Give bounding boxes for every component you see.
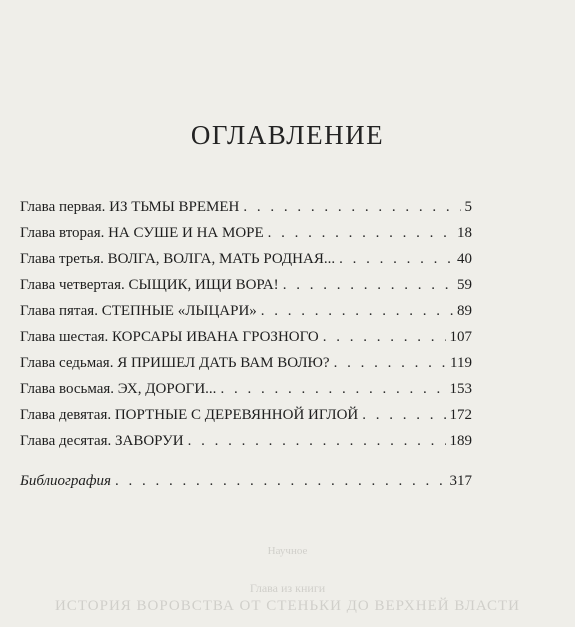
dot-leader [243,199,460,216]
toc-entry-label: Глава пятая. СТЕПНЫЕ «ЛЫЦАРИ» [20,303,257,319]
toc-entry[interactable] [20,225,472,251]
toc-entry-page: 172 [449,407,472,423]
bleed-through-text: Глава из книги [249,581,326,595]
toc-entry[interactable] [20,303,472,329]
toc-entry[interactable] [20,199,472,225]
toc-entry-label: Глава третья. ВОЛГА, ВОЛГА, МАТЬ РОДНАЯ... [20,251,336,267]
dot-leader [323,329,446,346]
toc-entry[interactable] [20,355,472,381]
toc-entry-page: 59 [457,277,472,293]
toc-entry[interactable] [20,251,472,277]
table-of-contents [20,199,472,459]
dot-leader [115,473,445,490]
toc-entry-page: 107 [449,329,472,345]
toc-entry-label: Глава девятая. ПОРТНЫЕ С ДЕРЕВЯННОЙ ИГЛОЙ [20,407,359,423]
toc-entry-page: 317 [449,473,472,489]
toc-entry-label: Глава восьмая. ЭХ, ДОРОГИ... [20,381,217,397]
page-title: ОГЛАВЛЕНИЕ [190,120,385,150]
toc-entry[interactable] [20,407,472,433]
toc-entry-page: 153 [449,381,472,397]
bleed-through-text: ИСТОРИЯ ВОРОВСТВА ОТ СТЕНЬКИ ДО ВЕРХНЕЙ ВЛАСТИ [54,598,521,614]
toc-entry-label: Глава седьмая. Я ПРИШЕЛ ДАТЬ ВАМ ВОЛЮ? [20,355,330,371]
dot-leader [362,407,445,424]
toc-entry-page: 40 [457,251,472,267]
dot-leader [334,355,446,372]
dot-leader [188,433,446,450]
dot-leader [283,277,453,294]
toc-entry-label: Библиография [20,473,112,489]
toc-entry-page: 5 [464,199,472,215]
toc-entry-page: 89 [457,303,472,319]
toc-entry-page: 119 [450,355,472,371]
toc-entry[interactable] [20,381,472,407]
toc-entry-label: Глава шестая. КОРСАРЫ ИВАНА ГРОЗНОГО [20,329,319,345]
toc-entry-label: Глава первая. ИЗ ТЬМЫ ВРЕМЕН [20,199,240,215]
dot-leader [220,381,445,398]
dot-leader [268,225,453,242]
toc-entry[interactable] [20,277,472,303]
toc-entry-label: Глава четвертая. СЫЩИК, ИЩИ ВОРА! [20,277,279,293]
toc-entry-page: 189 [449,433,472,449]
toc-entry-label: Глава десятая. ЗАВОРУИ [20,433,184,449]
bleed-through-text: Научное [267,545,308,557]
toc-entry-page: 18 [457,225,472,241]
toc-entry-label: Глава вторая. НА СУШЕ И НА МОРЕ [20,225,264,241]
dot-leader [339,251,453,268]
toc-entry[interactable] [20,433,472,459]
dot-leader [261,303,453,320]
toc-entry-bibliography[interactable] [20,473,472,499]
toc-entry[interactable] [20,329,472,355]
